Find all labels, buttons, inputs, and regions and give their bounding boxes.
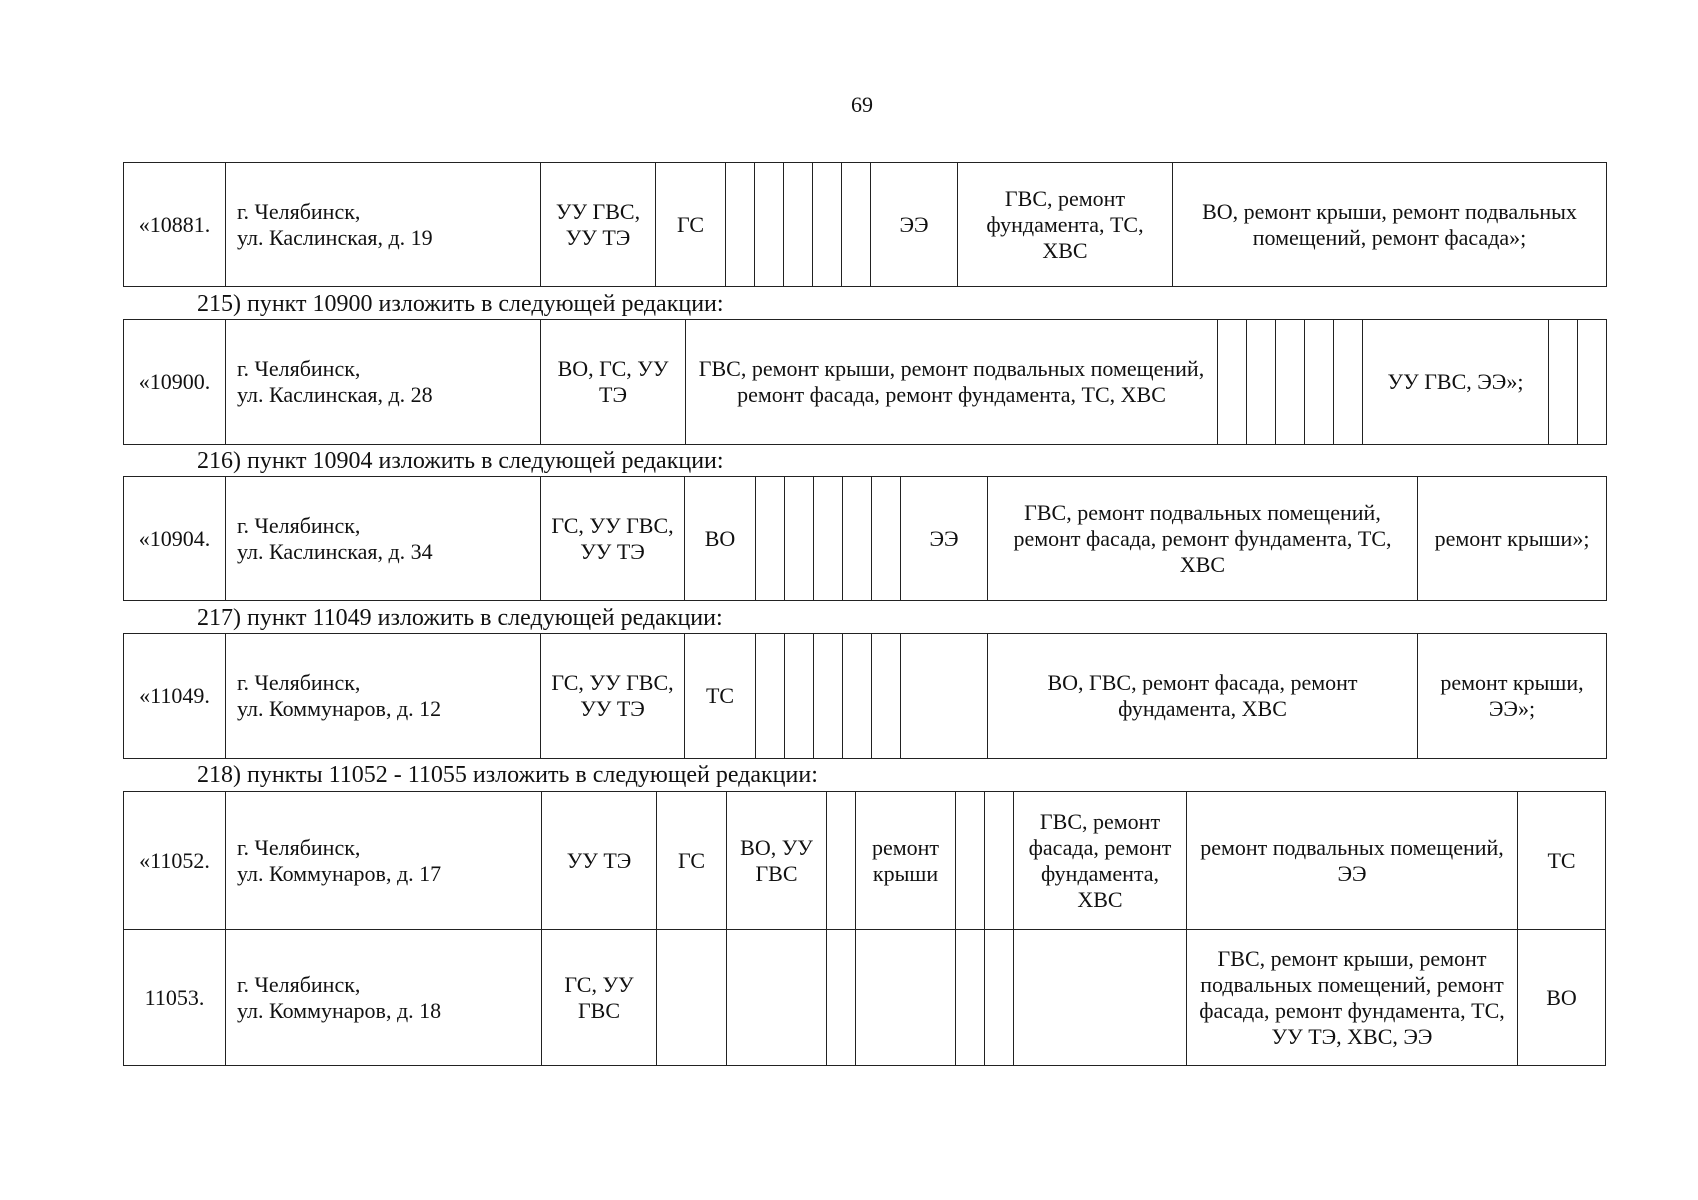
address-street: ул. Коммунаров, д. 17	[237, 860, 442, 886]
work-cell: ГС, УУ ГВС, УУ ТЭ	[541, 477, 685, 601]
item-number: «10881.	[124, 163, 226, 287]
amendment-instruction: 215) пункт 10900 изложить в следующей редакции:	[197, 291, 724, 317]
table-item-10881	[123, 162, 1607, 287]
empty-cell	[1549, 320, 1578, 445]
empty-cell	[956, 930, 985, 1066]
work-cell: ТС	[1518, 792, 1606, 930]
empty-cell	[785, 477, 814, 601]
empty-cell	[657, 930, 727, 1066]
address-street: ул. Коммунаров, д. 12	[237, 696, 442, 721]
work-cell: ВО, ГС, УУ ТЭ	[541, 320, 686, 445]
empty-cell	[956, 792, 985, 930]
item-number: «10904.	[124, 477, 226, 601]
address-cell	[226, 634, 541, 759]
amendment-instruction: 218) пункты 11052 - 11055 изложить в следующей редакции:	[197, 762, 818, 788]
item-number: «11049.	[124, 634, 226, 759]
table-row	[124, 477, 1607, 601]
address-street: ул. Каслинская, д. 19	[237, 224, 433, 250]
empty-cell	[727, 930, 827, 1066]
address-cell	[226, 792, 542, 930]
address-city: г. Челябинск,	[237, 971, 361, 997]
empty-cell	[872, 634, 901, 759]
empty-cell	[827, 792, 856, 930]
work-cell: ремонт крыши	[856, 792, 956, 930]
work-cell: ГВС, ремонт крыши, ремонт подвальных помещений, ремонт фасада, ремонт фундамента, ТС, УУ ТЭ, ХВС, ЭЭ	[1187, 930, 1518, 1066]
empty-cell	[814, 634, 843, 759]
empty-cell	[785, 634, 814, 759]
work-cell: ВО	[685, 477, 756, 601]
address-cell	[226, 930, 542, 1066]
empty-cell	[814, 477, 843, 601]
empty-cell	[1578, 320, 1607, 445]
empty-cell	[756, 634, 785, 759]
address-city: г. Челябинск,	[237, 512, 361, 538]
table-row	[124, 634, 1607, 759]
empty-cell	[856, 930, 956, 1066]
work-cell: ГВС, ремонт фундамента, ТС, ХВС	[958, 163, 1173, 287]
page-number: 69	[851, 92, 873, 117]
table-item-11049	[123, 633, 1607, 759]
empty-cell	[813, 163, 842, 287]
work-cell: ТС	[685, 634, 756, 759]
item-number: «10900.	[124, 320, 226, 445]
work-cell: ремонт крыши, ЭЭ»;	[1418, 634, 1607, 759]
work-cell: УУ ГВС, УУ ТЭ	[541, 163, 656, 287]
address-street: ул. Каслинская, д. 28	[237, 382, 433, 407]
item-number: 11053.	[124, 930, 226, 1066]
table-row	[124, 163, 1607, 287]
address-cell	[226, 320, 541, 445]
work-cell: УУ ТЭ	[542, 792, 657, 930]
work-cell: ремонт крыши»;	[1418, 477, 1607, 601]
empty-cell	[843, 634, 872, 759]
work-cell: ГВС, ремонт фасада, ремонт фундамента, ХВС	[1014, 792, 1187, 930]
empty-cell	[755, 163, 784, 287]
empty-cell	[872, 477, 901, 601]
table-items-11052-11053	[123, 791, 1606, 1066]
work-cell: ГВС, ремонт подвальных помещений, ремонт фасада, ремонт фундамента, ТС, ХВС	[988, 477, 1418, 601]
empty-cell	[1014, 930, 1187, 1066]
empty-cell	[1305, 320, 1334, 445]
address-cell	[226, 163, 541, 287]
empty-cell	[827, 930, 856, 1066]
table-row	[124, 930, 1606, 1066]
empty-cell	[1247, 320, 1276, 445]
work-cell: ВО, ремонт крыши, ремонт подвальных помещений, ремонт фасада»;	[1173, 163, 1607, 287]
empty-cell	[784, 163, 813, 287]
amendment-instruction: 217) пункт 11049 изложить в следующей редакции:	[197, 605, 723, 631]
table-row	[124, 792, 1606, 930]
work-cell: ремонт подвальных помещений, ЭЭ	[1187, 792, 1518, 930]
table-item-10900	[123, 319, 1607, 445]
address-city: г. Челябинск,	[237, 198, 361, 224]
work-cell: ГС	[657, 792, 727, 930]
work-cell: ГВС, ремонт крыши, ремонт подвальных помещений, ремонт фасада, ремонт фундамента, ТС, ХВС	[686, 320, 1218, 445]
work-cell: ВО, УУ ГВС	[727, 792, 827, 930]
address-street: ул. Коммунаров, д. 18	[237, 997, 442, 1023]
work-cell: УУ ГВС, ЭЭ»;	[1363, 320, 1549, 445]
empty-cell	[1276, 320, 1305, 445]
item-number: «11052.	[124, 792, 226, 930]
table-row	[124, 320, 1607, 445]
empty-cell	[843, 477, 872, 601]
empty-cell	[756, 477, 785, 601]
work-cell: ЭЭ	[871, 163, 958, 287]
work-cell: ГС, УУ ГВС	[542, 930, 657, 1066]
address-street: ул. Каслинская, д. 34	[237, 538, 433, 564]
address-city: г. Челябинск,	[237, 834, 361, 860]
address-cell	[226, 477, 541, 601]
empty-cell	[726, 163, 755, 287]
work-cell: ЭЭ	[901, 477, 988, 601]
empty-cell	[901, 634, 988, 759]
work-cell: ГС	[656, 163, 726, 287]
amendment-instruction: 216) пункт 10904 изложить в следующей редакции:	[197, 448, 724, 474]
table-item-10904	[123, 476, 1607, 601]
empty-cell	[985, 930, 1014, 1066]
empty-cell	[985, 792, 1014, 930]
work-cell: ГС, УУ ГВС, УУ ТЭ	[541, 634, 685, 759]
address-city: г. Челябинск,	[237, 356, 361, 381]
work-cell: ВО, ГВС, ремонт фасада, ремонт фундамента, ХВС	[988, 634, 1418, 759]
empty-cell	[842, 163, 871, 287]
empty-cell	[1218, 320, 1247, 445]
address-city: г. Челябинск,	[237, 670, 361, 695]
work-cell: ВО	[1518, 930, 1606, 1066]
empty-cell	[1334, 320, 1363, 445]
